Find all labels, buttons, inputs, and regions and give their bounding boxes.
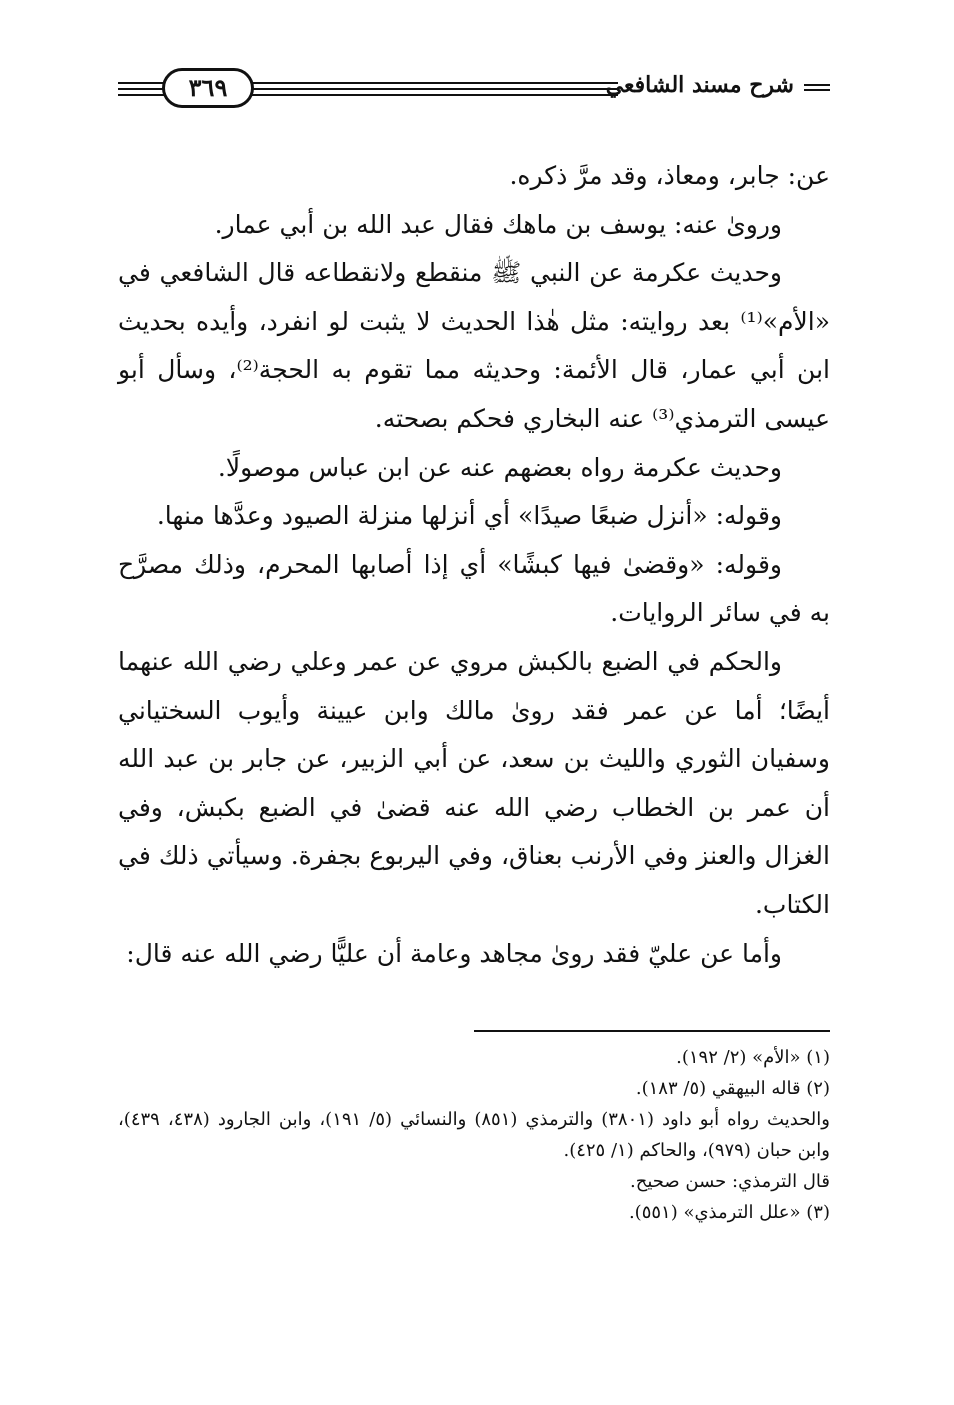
paragraph: وقوله: «وقضىٰ فيها كبشًا» أي إذا أصابها المحرم، وذلك مصرَّح به في سائر الروايات. xyxy=(118,549,830,628)
header-rule-right-top xyxy=(248,82,618,84)
footnote: قال الترمذي: حسن صحيح. xyxy=(630,1171,830,1192)
book-title: شرح مسند الشافعي xyxy=(605,72,794,98)
page-number: ٣٦٩ xyxy=(162,68,254,108)
main-text xyxy=(118,152,830,978)
footnote: (٢) قاله البيهقي (٥/ ١٨٣). xyxy=(635,1078,830,1099)
paragraph: وحديث عكرمة عن النبي ﷺ منقطع ولانقطاعه قال الشافعي في «الأم»⁽¹⁾ بعد روايته: مثل هٰذا الحديث لا يثبت لو انفرد، وأيده بحديث ابن أبي عمار، قال الأئمة: وحديثه مما تقوم به الحجة⁽²⁾، وسأل أبو عيسى الترمذي⁽³⁾ عنه البخاري فحكم بصحته. xyxy=(118,258,830,433)
paragraph: ورویٰ عنه: يوسف بن ماهك فقال عبد الله بن أبي عمار. xyxy=(214,209,782,239)
paragraph: عن: جابر، ومعاذ، وقد مرَّ ذكره. xyxy=(509,161,830,190)
header-rule-right-mid xyxy=(248,88,618,90)
paragraph: والحكم في الضبع بالكبش مروي عن عمر وعلي رضي الله عنهما أيضًا؛ أما عن عمر فقد روىٰ مالك وابن عيينة وأيوب السختياني وسفيان الثوري والليث بن سعد، عن أبي الزبير، عن جابر بن عبد الله أن عمر بن الخطاب رضي الله عنه قضىٰ في الضبع بكبش، وفي الغزال والعنز وفي الأرنب بعناق، وفي اليربوع بجفرة. وسيأتي ذلك في الكتاب. xyxy=(118,646,830,919)
footnote-separator xyxy=(474,1030,830,1032)
footnote: (٣) «علل الترمذي» (٥٥١). xyxy=(628,1202,830,1223)
header-rule-right-bottom xyxy=(248,94,618,96)
footnote: والحديث رواه أبو داود (٣٨٠١) والترمذي (٨٥١) والنسائي (٥/ ١٩١)، وابن الجارود (٤٣٨، ٤٣٩)، وابن حبان (٩٧٩)، والحاكم (١/ ٤٢٥). xyxy=(118,1109,830,1161)
paragraph: وقوله: «أنزل ضبعًا صيدًا» أي أنزلها منزلة الصيود وعدَّها منها. xyxy=(156,501,782,531)
paragraph: وحديث عكرمة رواه بعضهم عنه عن ابن عباس موصولًا. xyxy=(217,452,782,482)
footnote: (١) «الأم» (٢/ ١٩٢). xyxy=(676,1047,830,1068)
header-ornament xyxy=(804,84,830,96)
page-header xyxy=(118,68,830,112)
paragraph: وأما عن عليّ فقد روىٰ مجاهد وعامة أن عليًّا رضي الله عنه قال: xyxy=(126,938,782,968)
footnotes xyxy=(118,1042,830,1228)
